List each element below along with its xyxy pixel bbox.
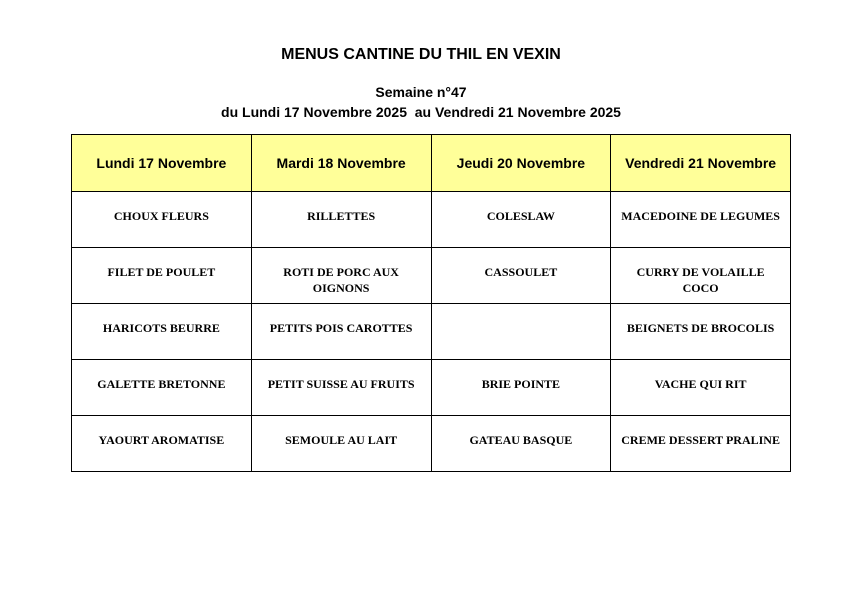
day-header-tuesday: Mardi 18 Novembre: [251, 135, 431, 192]
menu-item: BEIGNETS DE BROCOLIS: [626, 321, 775, 335]
menu-table: [71, 134, 791, 472]
menu-item: MACEDOINE DE LEGUMES: [621, 209, 780, 223]
menu-item: VACHE QUI RIT: [654, 377, 747, 391]
menu-item: YAOURT AROMATISE: [98, 433, 225, 447]
menu-cell: [431, 248, 611, 304]
menu-cell: [431, 416, 611, 472]
menu-cell: [72, 248, 252, 304]
menu-cell: [431, 360, 611, 416]
menu-item: SEMOULE AU LAIT: [285, 433, 398, 447]
table-row: [72, 304, 791, 360]
menu-item: CASSOULET: [484, 265, 558, 279]
menu-cell: [251, 192, 431, 248]
menu-cell: [611, 192, 791, 248]
menu-cell: [251, 416, 431, 472]
menu-cell: [431, 192, 611, 248]
menu-item: ROTI DE PORC AUX OIGNONS: [283, 265, 399, 295]
menu-cell: [611, 416, 791, 472]
day-header-monday: Lundi 17 Novembre: [72, 135, 252, 192]
day-header-friday: Vendredi 21 Novembre: [611, 135, 791, 192]
menu-item: FILET DE POULET: [107, 265, 216, 279]
menu-cell: [611, 248, 791, 304]
date-range: du Lundi 17 Novembre 2025 au Vendredi 21 Novembre 2025: [221, 104, 621, 120]
page-title: MENUS CANTINE DU THIL EN VEXIN: [281, 46, 561, 63]
menu-cell: [251, 360, 431, 416]
table-row: [72, 416, 791, 472]
week-number: Semaine n°47: [375, 84, 467, 100]
table-row: [72, 248, 791, 304]
menu-item: CHOUX FLEURS: [113, 209, 209, 223]
menu-cell: [611, 360, 791, 416]
menu-cell: [251, 304, 431, 360]
table-row: [72, 192, 791, 248]
menu-cell: [251, 248, 431, 304]
menu-cell: [72, 192, 252, 248]
menu-cell: [611, 304, 791, 360]
table-row: [72, 360, 791, 416]
menu-cell: [72, 304, 252, 360]
menu-item: PETITS POIS CAROTTES: [269, 321, 413, 335]
menu-cell: [431, 304, 611, 360]
menu-item: CURRY DE VOLAILLE COCO: [636, 265, 765, 295]
menu-cell: [72, 360, 252, 416]
menu-item: BRIE POINTE: [481, 377, 561, 391]
menu-item: GALETTE BRETONNE: [97, 377, 226, 391]
day-header-thursday: Jeudi 20 Novembre: [431, 135, 611, 192]
menu-item: CREME DESSERT PRALINE: [621, 433, 780, 447]
menu-item: HARICOTS BEURRE: [102, 321, 220, 335]
menu-item: PETIT SUISSE AU FRUITS: [267, 377, 415, 391]
header-row: [72, 135, 791, 192]
menu-cell: [72, 416, 252, 472]
menu-item: RILLETTES: [307, 209, 376, 223]
menu-item: COLESLAW: [486, 209, 555, 223]
menu-item: GATEAU BASQUE: [469, 433, 573, 447]
